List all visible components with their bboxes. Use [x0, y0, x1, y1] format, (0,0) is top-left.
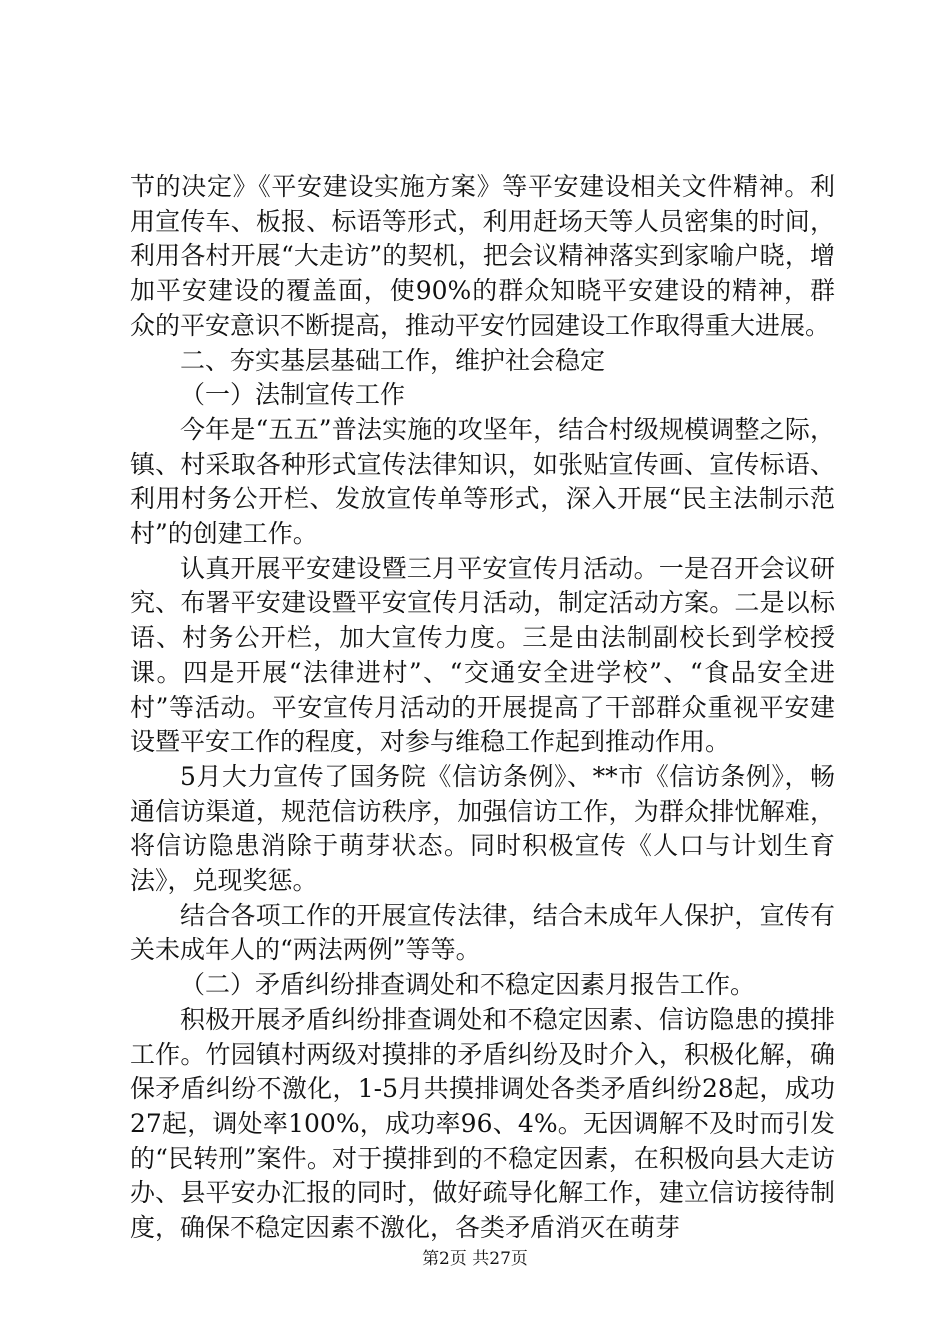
paragraph-continuation: 节的决定》《平安建设实施方案》等平安建设相关文件精神。利用宣传车、板报、标语等形式，利用赶场天等人员密集的时间，利用各村开展“大走访”的契机，把会议精神落实到家喻户晓，增加平安建设的覆盖面，使90%的群众知晓平安建设的精神，群众的平安意识不断提高，推动平安竹园建设工作取得重大进展。: [130, 172, 835, 340]
page-footer: 第2页 共27页: [422, 1249, 528, 1269]
subsection-heading: （一）法制宣传工作: [180, 380, 406, 410]
body-paragraph: 认真开展平安建设暨三月平安宣传月活动。一是召开会议研究、布署平安建设暨平安宣传月活动，制定活动方案。二是以标语、村务公开栏，加大宣传力度。三是由法制副校长到学校授课。四是开展“法律进村”、“交通安全进学校”、“食品安全进村”等活动。平安宣传月活动的开展提高了干部群众重视平安建设暨平安工作的程度，对参与维稳工作起到推动作用。: [130, 553, 835, 757]
section-heading: 二、夯实基层基础工作，维护社会稳定: [180, 345, 606, 375]
subsection-heading: （二）矛盾纠纷排查调处和不稳定因素月报告工作。: [180, 970, 756, 1000]
body-paragraph: 5月大力宣传了国务院《信访条例》、**市《信访条例》，畅通信访渠道，规范信访秩序，加强信访工作，为群众排忧解难，将信访隐患消除于萌芽状态。同时积极宣传《人口与计划生育法》，兑现奖惩。: [130, 761, 835, 896]
document-body: [130, 170, 835, 1246]
body-paragraph: 今年是“五五”普法实施的攻坚年，结合村级规模调整之际，镇、村采取各种形式宣传法律知识，如张贴宣传画、宣传标语、利用村务公开栏、发放宣传单等形式，深入开展“民主法制示范村”的创建工作。: [130, 414, 835, 549]
body-paragraph: 积极开展矛盾纠纷排查调处和不稳定因素、信访隐患的摸排工作。竹园镇村两级对摸排的矛盾纠纷及时介入，积极化解，确保矛盾纠纷不激化，1-5月共摸排调处各类矛盾纠纷28起，成功27起，调处率100%，成功率96、4%。无因调解不及时而引发的“民转刑”案件。对于摸排到的不稳定因素，在积极向县大走访办、县平安办汇报的同时，做好疏导化解工作，建立信访接待制度，确保不稳定因素不激化，各类矛盾消灭在萌芽: [130, 1004, 835, 1243]
body-paragraph: 结合各项工作的开展宣传法律，结合未成年人保护，宣传有关未成年人的“两法两例”等等。: [130, 900, 835, 965]
